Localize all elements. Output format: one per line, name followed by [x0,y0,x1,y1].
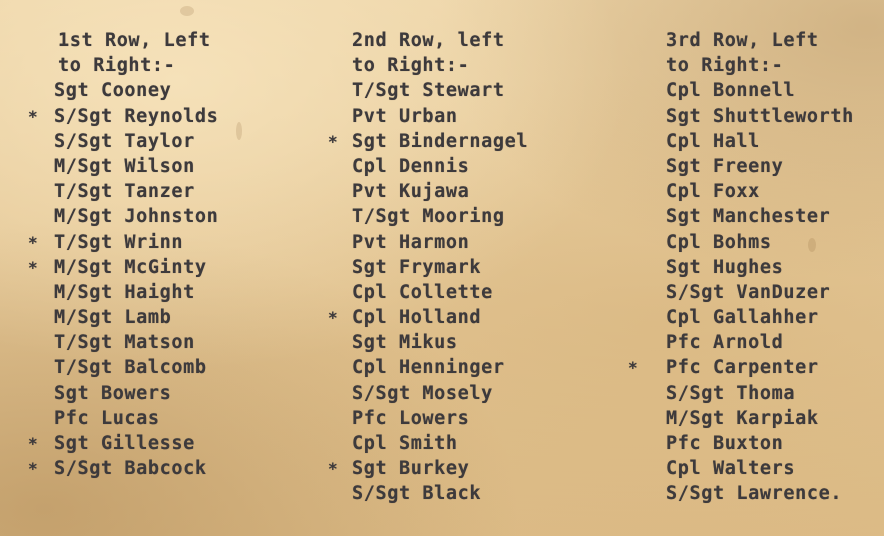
roster-entry [628,255,854,280]
roster-entry [628,154,854,179]
roster-entry-name: M/Sgt McGinty [54,256,207,278]
roster-entry-name: Cpl Henninger [352,357,505,379]
row-heading-line: 2nd Row, left [352,30,505,51]
roster-entry-name: Pfc Arnold [666,332,784,354]
asterisk-marker: * [28,106,39,126]
roster-entry-name: Cpl Bonnell [666,80,796,102]
roster-entry [24,230,218,255]
roster-entry-name: Pvt Urban [352,105,458,127]
roster-entry-name: M/Sgt Karpiak [666,407,819,429]
roster-entry-name: T/Sgt Balcomb [54,357,207,379]
roster-column-2 [328,28,528,507]
roster-entry-name: M/Sgt Haight [54,281,195,303]
roster-entry [328,104,528,129]
roster-entry [24,179,218,204]
roster-entry [24,330,218,355]
roster-entry-name: T/Sgt Wrinn [54,231,184,253]
roster-entry [628,481,854,506]
roster-entry [24,406,218,431]
roster-entry [24,255,218,280]
roster-entry-name: Pfc Lowers [352,407,470,429]
roster-entry-name: Cpl Bohms [666,231,772,253]
roster-entry [328,381,528,406]
roster-entry [24,154,218,179]
roster-entry-name: S/Sgt Black [352,483,482,505]
roster-entry-name: Cpl Smith [352,433,458,454]
roster-entry-name: S/Sgt VanDuzer [666,281,831,303]
roster-entry [628,179,854,204]
roster-entry-name: Cpl Foxx [666,181,760,203]
row-heading-line: to Right:- [666,55,784,77]
roster-entry [328,230,528,255]
roster-entry [628,381,854,406]
roster-entry [24,305,218,330]
roster-entry-name: T/Sgt Matson [54,332,195,354]
roster-entry [328,431,528,456]
roster-entry-name: Cpl Gallahher [666,307,819,329]
roster-entry [328,456,528,481]
roster-entry [24,456,218,481]
roster-entry [24,104,218,129]
roster-entry-name: Sgt Gillesse [54,433,195,454]
roster-entry-name: Cpl Holland [352,307,482,329]
roster-entry-name: Cpl Hall [666,130,760,152]
roster-entry-name: Sgt Cooney [54,80,172,102]
roster-entry-name: S/Sgt Thoma [666,382,796,404]
row-heading-line: 1st Row, Left [58,30,211,51]
asterisk-marker: * [28,232,39,252]
roster-entry-name: Pfc Buxton [666,433,784,454]
roster-entry [628,330,854,355]
roster-entry [328,154,528,179]
roster-entry-name: T/Sgt Stewart [352,80,505,102]
roster-entry-name: S/Sgt Babcock [54,458,207,480]
roster-entry [24,204,218,229]
roster-entry [328,305,528,330]
roster-entry [24,431,218,456]
roster-entry [328,179,528,204]
roster-entry [328,78,528,103]
roster-entry-name: Cpl Dennis [352,155,470,177]
roster-entry-name: Sgt Frymark [352,256,482,278]
asterisk-marker: * [28,257,39,277]
roster-entry-name: Pvt Kujawa [352,181,470,203]
roster-entry [628,204,854,229]
row-heading-line: to Right:- [58,55,176,77]
roster-entry-name: S/Sgt Mosely [352,382,493,404]
roster-column-3 [628,28,854,507]
roster-entry-name: Sgt Freeny [666,155,784,177]
roster-entry [328,204,528,229]
roster-entry-name: Cpl Collette [352,281,493,303]
roster-entry [628,129,854,154]
roster-entry [328,406,528,431]
roster-entry [24,78,218,103]
roster-entry-name: Pfc Lucas [54,407,160,429]
roster-entry [328,255,528,280]
roster-entry-name: T/Sgt Mooring [352,206,505,228]
roster-entry-name: Cpl Walters [666,458,796,480]
roster-entry-name: Sgt Hughes [666,256,784,278]
roster-entry-name: Sgt Burkey [352,458,470,480]
paper-stain [180,6,194,16]
roster-entry-name: Pvt Harmon [352,231,470,253]
roster-entry [24,129,218,154]
roster-entry [24,381,218,406]
roster-entry [628,355,854,380]
roster-entry-name: M/Sgt Wilson [54,155,195,177]
roster-entry [628,230,854,255]
asterisk-marker: * [328,131,339,151]
roster-entry [628,431,854,456]
roster-entry [628,280,854,305]
roster-entry-name: Sgt Mikus [352,332,458,354]
paper-stain [236,122,242,140]
row-heading-line: 3rd Row, Left [666,30,819,51]
roster-entry [328,129,528,154]
roster-entry [24,280,218,305]
roster-entry-name: M/Sgt Lamb [54,307,172,329]
asterisk-marker: * [628,358,639,378]
roster-entry-name: S/Sgt Taylor [54,130,195,152]
roster-entry [628,104,854,129]
roster-entry [24,355,218,380]
roster-entry-name: S/Sgt Lawrence. [666,483,843,505]
asterisk-marker: * [28,434,39,453]
roster-entry [628,456,854,481]
roster-entry-name: Sgt Manchester [666,206,831,228]
roster-entry [628,305,854,330]
roster-entry [328,481,528,506]
asterisk-marker: * [28,459,39,479]
roster-column-1 [24,28,218,481]
asterisk-marker: * [328,459,339,479]
roster-entry-name: Sgt Bowers [54,382,172,404]
roster-entry-name: M/Sgt Johnston [54,206,219,228]
roster-entry-name: Pfc Carpenter [666,357,819,379]
roster-entry [328,330,528,355]
roster-entry-name: Sgt Bindernagel [352,130,529,152]
roster-entry [628,78,854,103]
roster-entry [328,280,528,305]
row-heading-line: to Right:- [352,55,470,77]
roster-entry-name: Sgt Shuttleworth [666,105,854,127]
asterisk-marker: * [328,308,339,328]
roster-entry [628,406,854,431]
roster-entry-name: S/Sgt Reynolds [54,105,219,127]
roster-entry [328,355,528,380]
roster-entry-name: T/Sgt Tanzer [54,181,195,203]
